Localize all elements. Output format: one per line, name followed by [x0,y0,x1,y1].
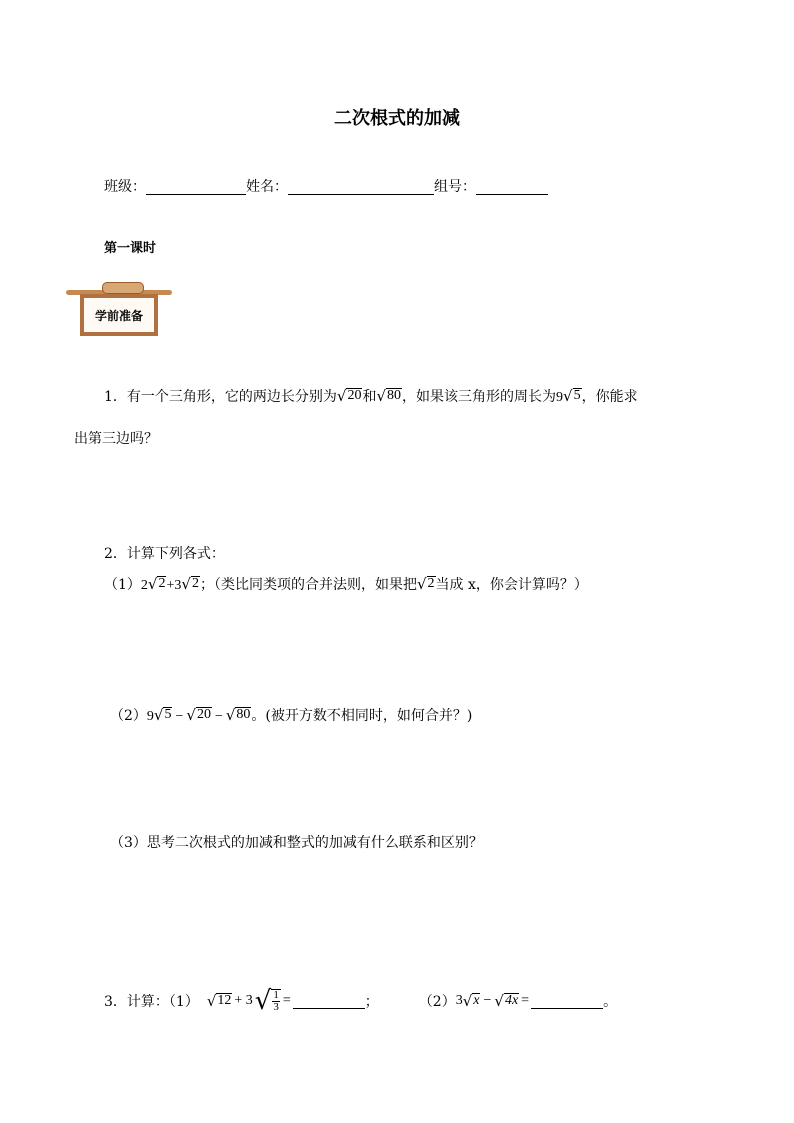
radicand: 2 [191,576,199,592]
fraction [271,989,281,1014]
coefficient: 9 [556,390,564,405]
q1-text-mid: 和 [362,389,377,405]
operator: + 3 [234,993,253,1008]
q1-text-b: ，如果该三角形的周长为 [402,389,557,405]
radicand: 12 [217,993,232,1009]
radicand: 4x [504,993,519,1009]
sqrt-expression: √ 2 [181,575,199,593]
radicand: 5 [573,388,581,404]
radicand: 80 [236,707,251,723]
sqrt-expression: √ 20 [186,706,211,724]
fraction-numerator: 1 [273,988,279,1001]
separator: ； [199,577,214,593]
answer-blank-2[interactable] [531,993,603,1009]
part-label: （1） [104,577,141,593]
radicand: 80 [387,388,402,404]
class-blank[interactable] [146,179,246,195]
q1-line1 [104,386,638,406]
name-blank[interactable] [288,179,434,195]
coefficient: 3 [455,993,463,1008]
sqrt-expression: √ 4x [494,991,519,1010]
q2-p1-note-a: （类比同类项的合并法则，如果把 [213,577,417,593]
radicand: 2 [427,576,435,592]
banner-frame [80,294,158,336]
name-label: 姓名： [246,179,288,195]
page-title: 二次根式的加减 [334,108,460,129]
operator: − [214,709,223,724]
equals-sign: = [521,993,530,1008]
banner-label: 学前准备 [94,308,143,323]
part-label: （2） [110,708,147,724]
q2-part3: （3）思考二次根式的加减和整式的加减有什么联系和区别？ [110,835,483,851]
student-info-line [104,176,548,196]
operator: +3 [166,578,182,593]
q2-p2-note: 。(被开方数不相同时，如何合并？) [251,708,473,724]
sqrt-fraction-expression: √ $\frac{1}{3}$ [254,986,279,1016]
q1-text-c: ，你能求 [581,389,638,405]
sqrt-expression: √ 20 [336,387,362,405]
q1-line2: 出第三边吗？ [74,431,158,447]
radicand: 20 [347,388,362,404]
q3-line [104,988,617,1014]
q1-text-a: 1．有一个三角形，它的两边长分别为 [104,389,337,405]
sqrt-expression: √ 80 [225,706,251,724]
coefficient: 2 [140,578,148,593]
q3-label: 3．计算：（1） [104,994,199,1010]
q2-part1 [104,574,588,594]
section-banner [66,280,172,340]
class-label: 班级： [104,179,146,195]
operator: − [483,993,492,1008]
group-label: 组号： [434,179,476,195]
radicand: 5 [164,707,172,723]
lesson-heading: 第一课时 [104,241,157,256]
q2-part2 [110,705,472,725]
sqrt-expression: √ 2 [147,575,166,593]
separator: ； [364,994,379,1010]
answer-blank-1[interactable] [293,993,365,1009]
radicand: 20 [196,707,211,723]
sqrt-expression: √ 5 [563,387,581,405]
radicand: 2 [158,576,166,592]
sqrt-expression: √ 80 [376,387,402,405]
sqrt-expression: √ 5 [153,706,172,724]
group-blank[interactable] [476,179,548,195]
sqrt-expression: √ 2 [416,575,435,593]
q3-label-2: （2） [418,994,456,1010]
operator: − [175,709,184,724]
end-mark: 。 [603,994,618,1010]
radicand: x [473,993,480,1009]
coefficient: 9 [146,709,154,724]
sqrt-expression: √ x [462,991,480,1010]
equals-sign: = [282,993,291,1008]
q2-heading: 2．计算下列各式： [104,546,225,562]
q2-p1-note-b: 当成 x，你会计算吗？） [435,577,588,593]
banner-scroll-decoration [102,282,144,294]
sqrt-expression: √ 12 [206,991,232,1010]
fraction-denominator: 3 [273,1001,279,1014]
